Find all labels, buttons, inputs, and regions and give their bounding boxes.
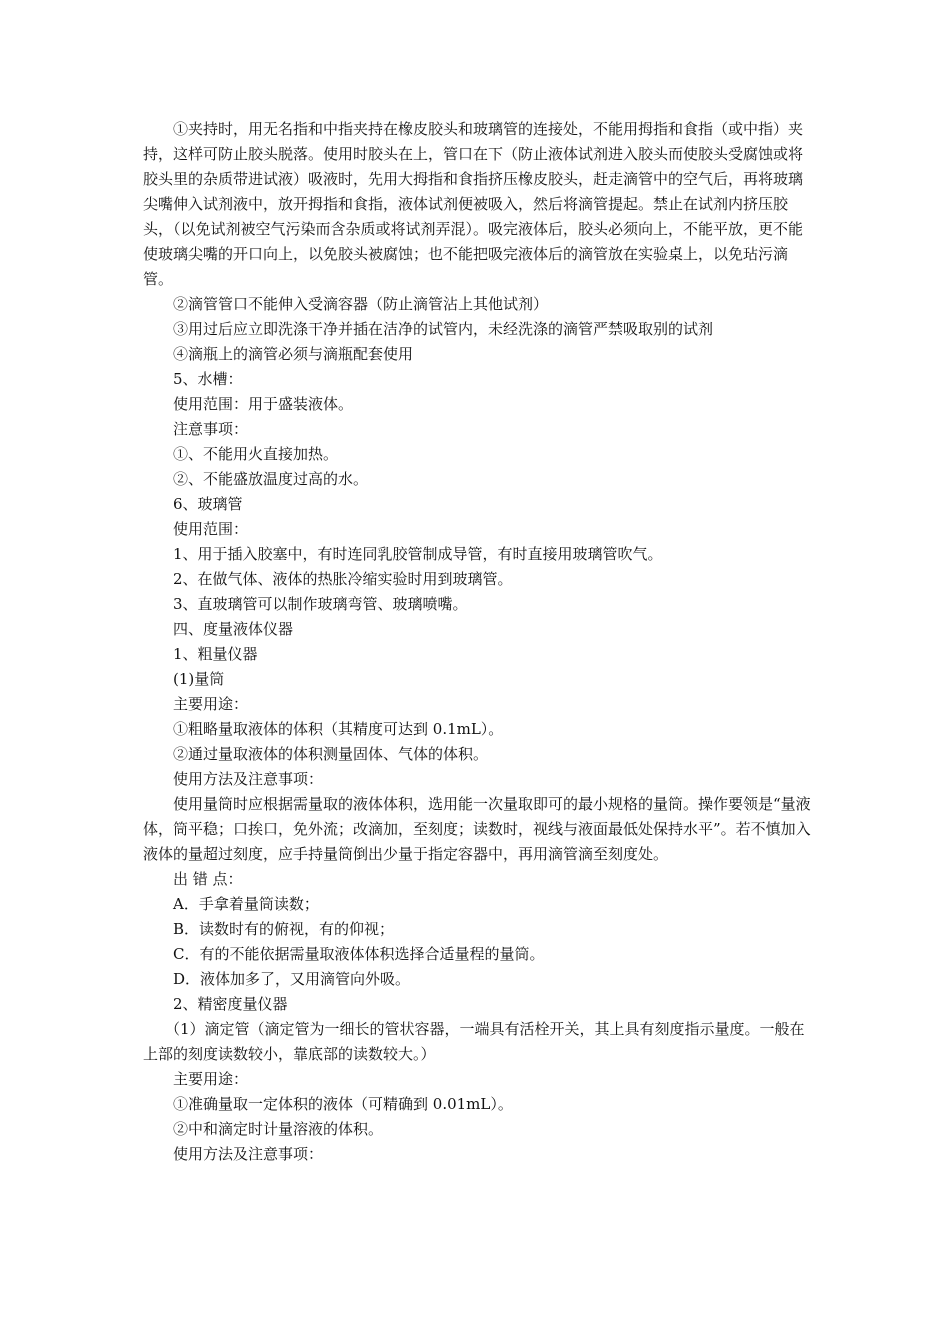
paragraph-cylinder-method: 使用量筒时应根据需量取的液体体积，选用能一次量取即可的最小规格的量筒。操作要领是“量液体，筒平稳；口挨口，免外流；改滴加，至刻度；读数时，视线与液面最低处保持水平”。若不慎加入液体的量超过刻度，应手持量筒倒出少量于指定容器中，再用滴管滴至刻度处。 xyxy=(143,795,811,863)
label-common-errors: 出 错 点： xyxy=(173,870,243,888)
paragraph-burette-use-2: ②中和滴定时计量溶液的体积。 xyxy=(173,1120,384,1138)
paragraph-trough-note-2: ②、不能盛放温度过高的水。 xyxy=(173,470,369,488)
paragraph-burette-use-1: ①准确量取一定体积的液体（可精确到 0.01mL）。 xyxy=(173,1095,513,1113)
label-cylinder-main-use: 主要用途： xyxy=(173,695,249,713)
label-burette-method: 使用方法及注意事项： xyxy=(173,1145,324,1163)
paragraph-burette-intro: （1）滴定管（滴定管为一细长的管状容器，一端具有活栓开关，其上具有刻度指示量度。一般在上部的刻度读数较小，靠底部的读数较大。） xyxy=(143,1020,805,1063)
paragraph-dropper-holding: ①夹持时，用无名指和中指夹持在橡皮胶头和玻璃管的连接处，不能用拇指和食指（或中指）夹持，这样可防止胶头脱落。使用时胶头在上，管口在下（防止液体试剂进入胶头而使胶头受腐蚀或将胶头里的杂质带进试液）吸液时，先用大拇指和食指挤压橡皮胶头，赶走滴管中的空气后，再将玻璃尖嘴伸入试剂液中，放开拇指和食指，液体试剂便被吸入，然后将滴管提起。禁止在试剂内挤压胶头，（以免试剂被空气污染而含杂质或将试剂弄混）。吸完液体后，胶头必须向上，不能平放，更不能使玻璃尖嘴的开口向上，以免胶头被腐蚀；也不能把吸完液体后的滴管放在实验桌上，以免玷污滴管。 xyxy=(143,120,804,288)
paragraph-trough-note-1: ①、不能用火直接加热。 xyxy=(173,445,339,463)
paragraph-error-a: A．手拿着量筒读数； xyxy=(173,895,319,913)
heading-water-trough: 5、水槽： xyxy=(173,370,243,388)
label-cylinder-method: 使用方法及注意事项： xyxy=(173,770,324,788)
heading-graduated-cylinder: (1)量筒 xyxy=(173,670,225,688)
label-trough-notes: 注意事项： xyxy=(173,420,249,438)
paragraph-glass-tube-use-1: 1、用于插入胶塞中，有时连同乳胶管制成导管，有时直接用玻璃管吹气。 xyxy=(173,545,663,563)
paragraph-glass-tube-use-3: 3、直玻璃管可以制作玻璃弯管、玻璃喷嘴。 xyxy=(173,595,468,613)
paragraph-trough-usage: 使用范围：用于盛装液体。 xyxy=(173,395,354,413)
paragraph-dropper-note-4: ④滴瓶上的滴管必须与滴瓶配套使用 xyxy=(173,345,414,363)
heading-precise-instruments: 2、精密度量仪器 xyxy=(173,995,288,1013)
label-burette-main-use: 主要用途： xyxy=(173,1070,249,1088)
heading-glass-tube: 6、玻璃管 xyxy=(173,495,243,513)
label-glass-tube-usage: 使用范围： xyxy=(173,520,249,538)
paragraph-error-b: B．读数时有的俯视，有的仰视； xyxy=(173,920,395,938)
paragraph-dropper-note-3: ③用过后应立即洗涤干净并插在洁净的试管内，未经洗涤的滴管严禁吸取别的试剂 xyxy=(173,320,714,338)
paragraph-glass-tube-use-2: 2、在做气体、液体的热胀冷缩实验时用到玻璃管。 xyxy=(173,570,513,588)
paragraph-cylinder-use-1: ①粗略量取液体的体积（其精度可达到 0.1mL）。 xyxy=(173,720,504,738)
paragraph-dropper-note-2: ②滴管管口不能伸入受滴容器（防止滴管沾上其他试剂） xyxy=(173,295,549,313)
heading-rough-instruments: 1、粗量仪器 xyxy=(173,645,258,663)
paragraph-cylinder-use-2: ②通过量取液体的体积测量固体、气体的体积。 xyxy=(173,745,489,763)
document-body xyxy=(143,117,813,1167)
paragraph-error-d: D．液体加多了，又用滴管向外吸。 xyxy=(173,970,411,988)
paragraph-error-c: C．有的不能依据需量取液体体积选择合适量程的量筒。 xyxy=(173,945,545,963)
heading-measuring-instruments: 四、度量液体仪器 xyxy=(173,620,294,638)
